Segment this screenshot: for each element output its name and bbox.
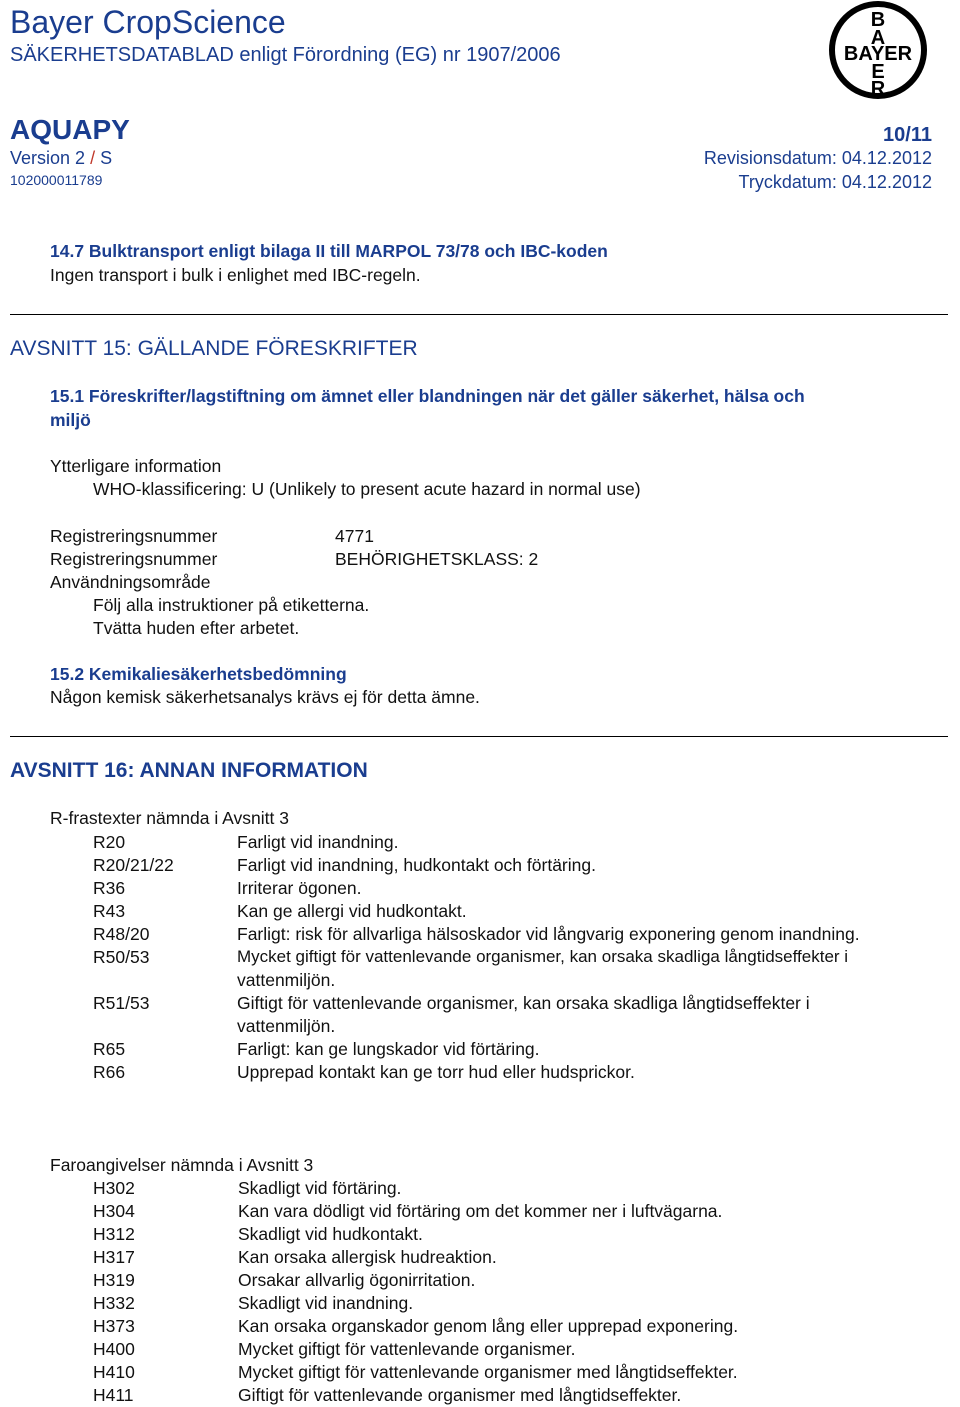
h-statement-text: Skadligt vid hudkontakt. <box>238 1224 423 1244</box>
who-classification: WHO-klassificering: U (Unlikely to present acute hazard in normal use) <box>93 479 641 499</box>
h-statement-code: H411 <box>93 1385 134 1405</box>
h-statement-code: H373 <box>93 1316 135 1336</box>
r-phrase-text-cont: vattenmiljön. <box>237 970 336 990</box>
logo-letter-r: R <box>870 78 886 100</box>
registration-number-value: BEHÖRIGHETSKLASS: 2 <box>335 549 539 569</box>
r-phrase-text: Farligt: risk för allvarliga hälsoskador vid långvarig exponering genom inandning. <box>237 924 860 944</box>
h-statement-text: Skadligt vid förtäring. <box>238 1178 402 1198</box>
registration-number-label: Registreringsnummer <box>50 526 218 546</box>
h-statement-text: Mycket giftigt för vattenlevande organismer med långtidseffekter. <box>238 1362 738 1382</box>
r-phrase-code: R65 <box>93 1039 126 1059</box>
document-title: SÄKERHETSDATABLAD enligt Förordning (EG) nr 1907/2006 <box>10 44 561 66</box>
version-prefix: Version 2 <box>10 148 91 168</box>
version-suffix: S <box>95 148 113 168</box>
h-statement-code: H302 <box>93 1178 135 1198</box>
h-statement-text: Kan vara dödligt vid förtäring om det kommer ner i luftvägarna. <box>238 1201 723 1221</box>
h-statement-text: Kan orsaka allergisk hudreaktion. <box>238 1247 497 1267</box>
r-phrase-code: R36 <box>93 878 126 898</box>
section-14-7-heading: 14.7 Bulktransport enligt bilaga II till MARPOL 73/78 och IBC-koden <box>50 241 608 261</box>
page-number: 10/11 <box>883 124 932 146</box>
logo-letter-a: A <box>870 27 886 49</box>
r-phrase-code: R51/53 <box>93 993 150 1013</box>
r-phrase-text: Irriterar ögonen. <box>237 878 362 898</box>
r-phrase-text: Farligt: kan ge lungskador vid förtäring. <box>237 1039 540 1059</box>
additional-info-label: Ytterligare information <box>50 456 222 476</box>
registration-number-value: 4771 <box>335 526 374 546</box>
usage-label: Användningsområde <box>50 572 211 592</box>
material-number: 102000011789 <box>10 172 103 188</box>
company-name: Bayer CropScience <box>10 4 286 40</box>
h-statement-code: H317 <box>93 1247 135 1267</box>
logo-letter-e: E <box>871 61 885 83</box>
h-statement-code: H319 <box>93 1270 135 1290</box>
section-15-2-text: Någon kemisk säkerhetsanalys krävs ej för detta ämne. <box>50 687 480 707</box>
r-phrase-text: Mycket giftigt för vattenlevande organismer, kan orsaka skadliga långtidseffekter i <box>237 947 849 966</box>
bayer-cross-logo <box>828 0 928 100</box>
r-phrase-text: Upprepad kontakt kan ge torr hud eller hudsprickor. <box>237 1062 635 1082</box>
product-name: AQUAPY <box>10 114 130 145</box>
h-statement-text: Skadligt vid inandning. <box>238 1293 414 1313</box>
h-statement-code: H410 <box>93 1362 135 1382</box>
r-phrase-text: Kan ge allergi vid hudkontakt. <box>237 901 467 921</box>
h-statement-text: Mycket giftigt för vattenlevande organismer. <box>238 1339 576 1359</box>
section-15-title: AVSNITT 15: GÄLLANDE FÖRESKRIFTER <box>10 337 418 360</box>
section-15-1-heading: 15.1 Föreskrifter/lagstiftning om ämnet eller blandningen när det gäller säkerhet, hälsa och <box>50 386 805 406</box>
r-phrases-label: R-frastexter nämnda i Avsnitt 3 <box>50 808 289 828</box>
r-phrase-code: R20/21/22 <box>93 855 174 875</box>
version-label <box>10 148 112 169</box>
h-statement-text: Orsakar allvarlig ögonirritation. <box>238 1270 476 1290</box>
version-slash: / <box>90 148 96 168</box>
r-phrase-text-cont: vattenmiljön. <box>237 1016 336 1036</box>
h-statement-code: H304 <box>93 1201 135 1221</box>
usage-line: Följ alla instruktioner på etiketterna. <box>93 595 370 615</box>
logo-word-bayer: BAYER <box>843 43 913 65</box>
usage-line: Tvätta huden efter arbetet. <box>93 618 300 638</box>
section-16-title: AVSNITT 16: ANNAN INFORMATION <box>10 759 368 782</box>
r-phrase-code: R43 <box>93 901 126 921</box>
registration-number-label: Registreringsnummer <box>50 549 218 569</box>
r-phrase-code: R66 <box>93 1062 126 1082</box>
section-divider <box>10 314 948 315</box>
r-phrase-code: R50/53 <box>93 947 150 967</box>
section-14-7-text: Ingen transport i bulk i enlighet med IBC-regeln. <box>50 265 421 285</box>
print-date: Tryckdatum: 04.12.2012 <box>738 172 932 192</box>
revision-date: Revisionsdatum: 04.12.2012 <box>703 148 932 168</box>
r-phrase-text: Giftigt för vattenlevande organismer, kan orsaka skadliga långtidseffekter i <box>237 993 810 1013</box>
h-statement-text: Giftigt för vattenlevande organismer med långtidseffekter. <box>238 1385 682 1405</box>
h-statement-code: H400 <box>93 1339 135 1359</box>
h-statement-code: H312 <box>93 1224 135 1244</box>
h-statement-text: Kan orsaka organskador genom lång eller upprepad exponering. <box>238 1316 739 1336</box>
r-phrase-code: R48/20 <box>93 924 150 944</box>
r-phrase-text: Farligt vid inandning, hudkontakt och förtäring. <box>237 855 596 875</box>
section-15-1-heading-cont: miljö <box>50 410 91 430</box>
r-phrase-text: Farligt vid inandning. <box>237 832 399 852</box>
h-statements-label: Faroangivelser nämnda i Avsnitt 3 <box>50 1155 314 1175</box>
h-statement-code: H332 <box>93 1293 135 1313</box>
section-divider <box>10 736 948 737</box>
section-15-2-heading: 15.2 Kemikaliesäkerhetsbedömning <box>50 664 347 684</box>
logo-letter-b: B <box>870 9 886 31</box>
r-phrase-code: R20 <box>93 832 126 852</box>
